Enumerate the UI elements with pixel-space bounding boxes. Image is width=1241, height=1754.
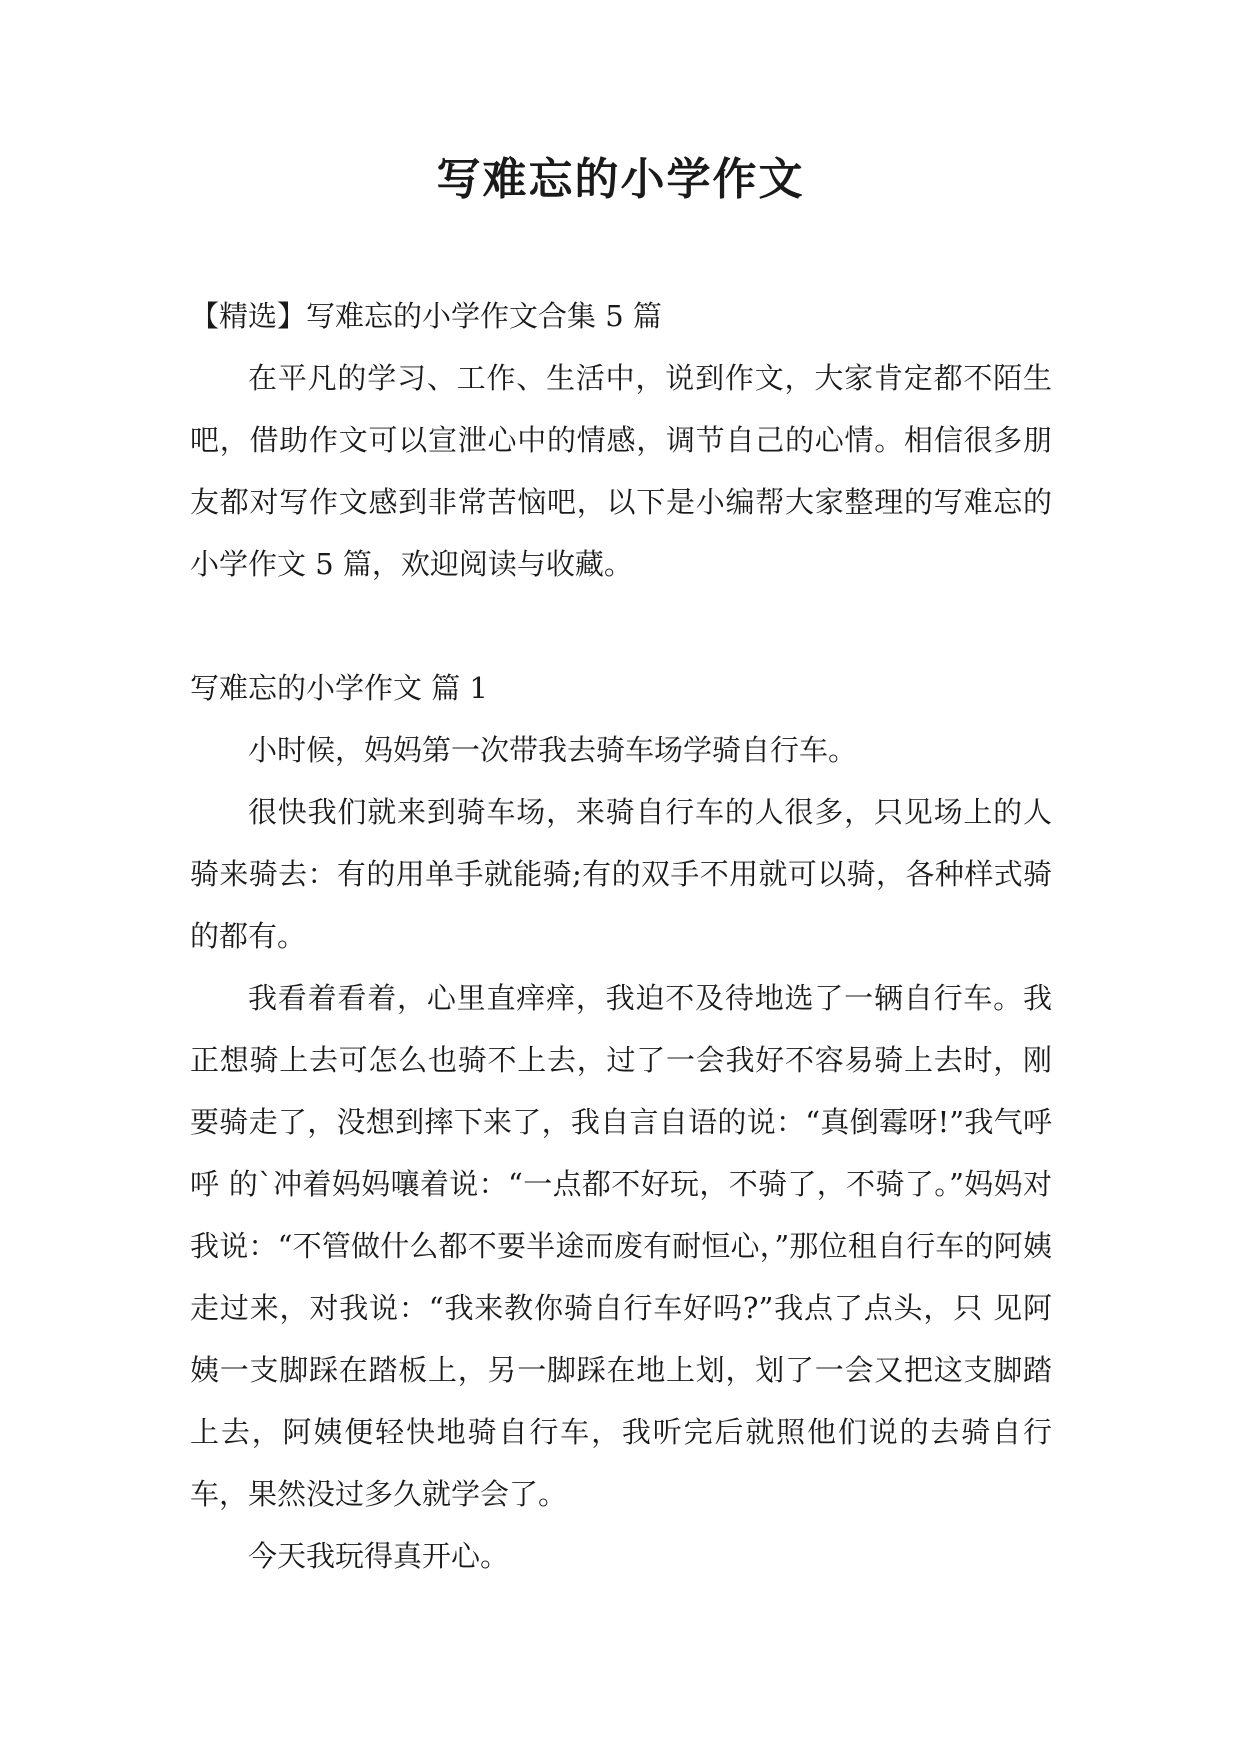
body-paragraph: 今天我玩得真开心。	[248, 1539, 510, 1573]
document-title: 写难忘的小学作文	[436, 154, 805, 205]
section-spacer	[190, 595, 1052, 657]
document-body	[190, 285, 1052, 1587]
section-heading: 写难忘的小学作文 篇 1	[190, 671, 488, 705]
document-subtitle: 【精选】写难忘的小学作文合集 5 篇	[190, 299, 662, 333]
body-paragraph: 小时候，妈妈第一次带我去骑车场学骑自行车。	[248, 733, 858, 767]
intro-paragraph: 在平凡的学习、工作、生活中，说到作文，大家肯定都不陌生吧，借助作文可以宣泄心中的情感，调节自己的心情。相信很多朋友都对写作文感到非常苦恼吧，以下是小编帮大家整理的写难忘的小学作文 5 篇，欢迎阅读与收藏。	[190, 361, 1052, 581]
body-paragraph: 很快我们就来到骑车场，来骑自行车的人很多，只见场上的人骑来骑去：有的用单手就能骑;有的双手不用就可以骑，各种样式骑的都有。	[190, 795, 1052, 953]
body-paragraph: 我看着看着，心里直痒痒，我迫不及待地选了一辆自行车。我正想骑上去可怎么也骑不上去，过了一会我好不容易骑上去时，刚要骑走了，没想到摔下来了，我自言自语的说：“真倒霉呀!”我气呼呼 的`冲着妈妈嚷着说：“一点都不好玩，不骑了，不骑了。”妈妈对我说：“不管做什么都不要半途而废有耐恒心，”那位租自行车的阿姨走过来，对我说：“我来教你骑自行车好吗?”我点了点头，只 见阿姨一支脚踩在踏板上，另一脚踩在地上划，划了一会又把这支脚踏上去，阿姨便轻快地骑自行车，我听完后就照他们说的去骑自行车，果然没过多久就学会了。	[190, 981, 1052, 1511]
